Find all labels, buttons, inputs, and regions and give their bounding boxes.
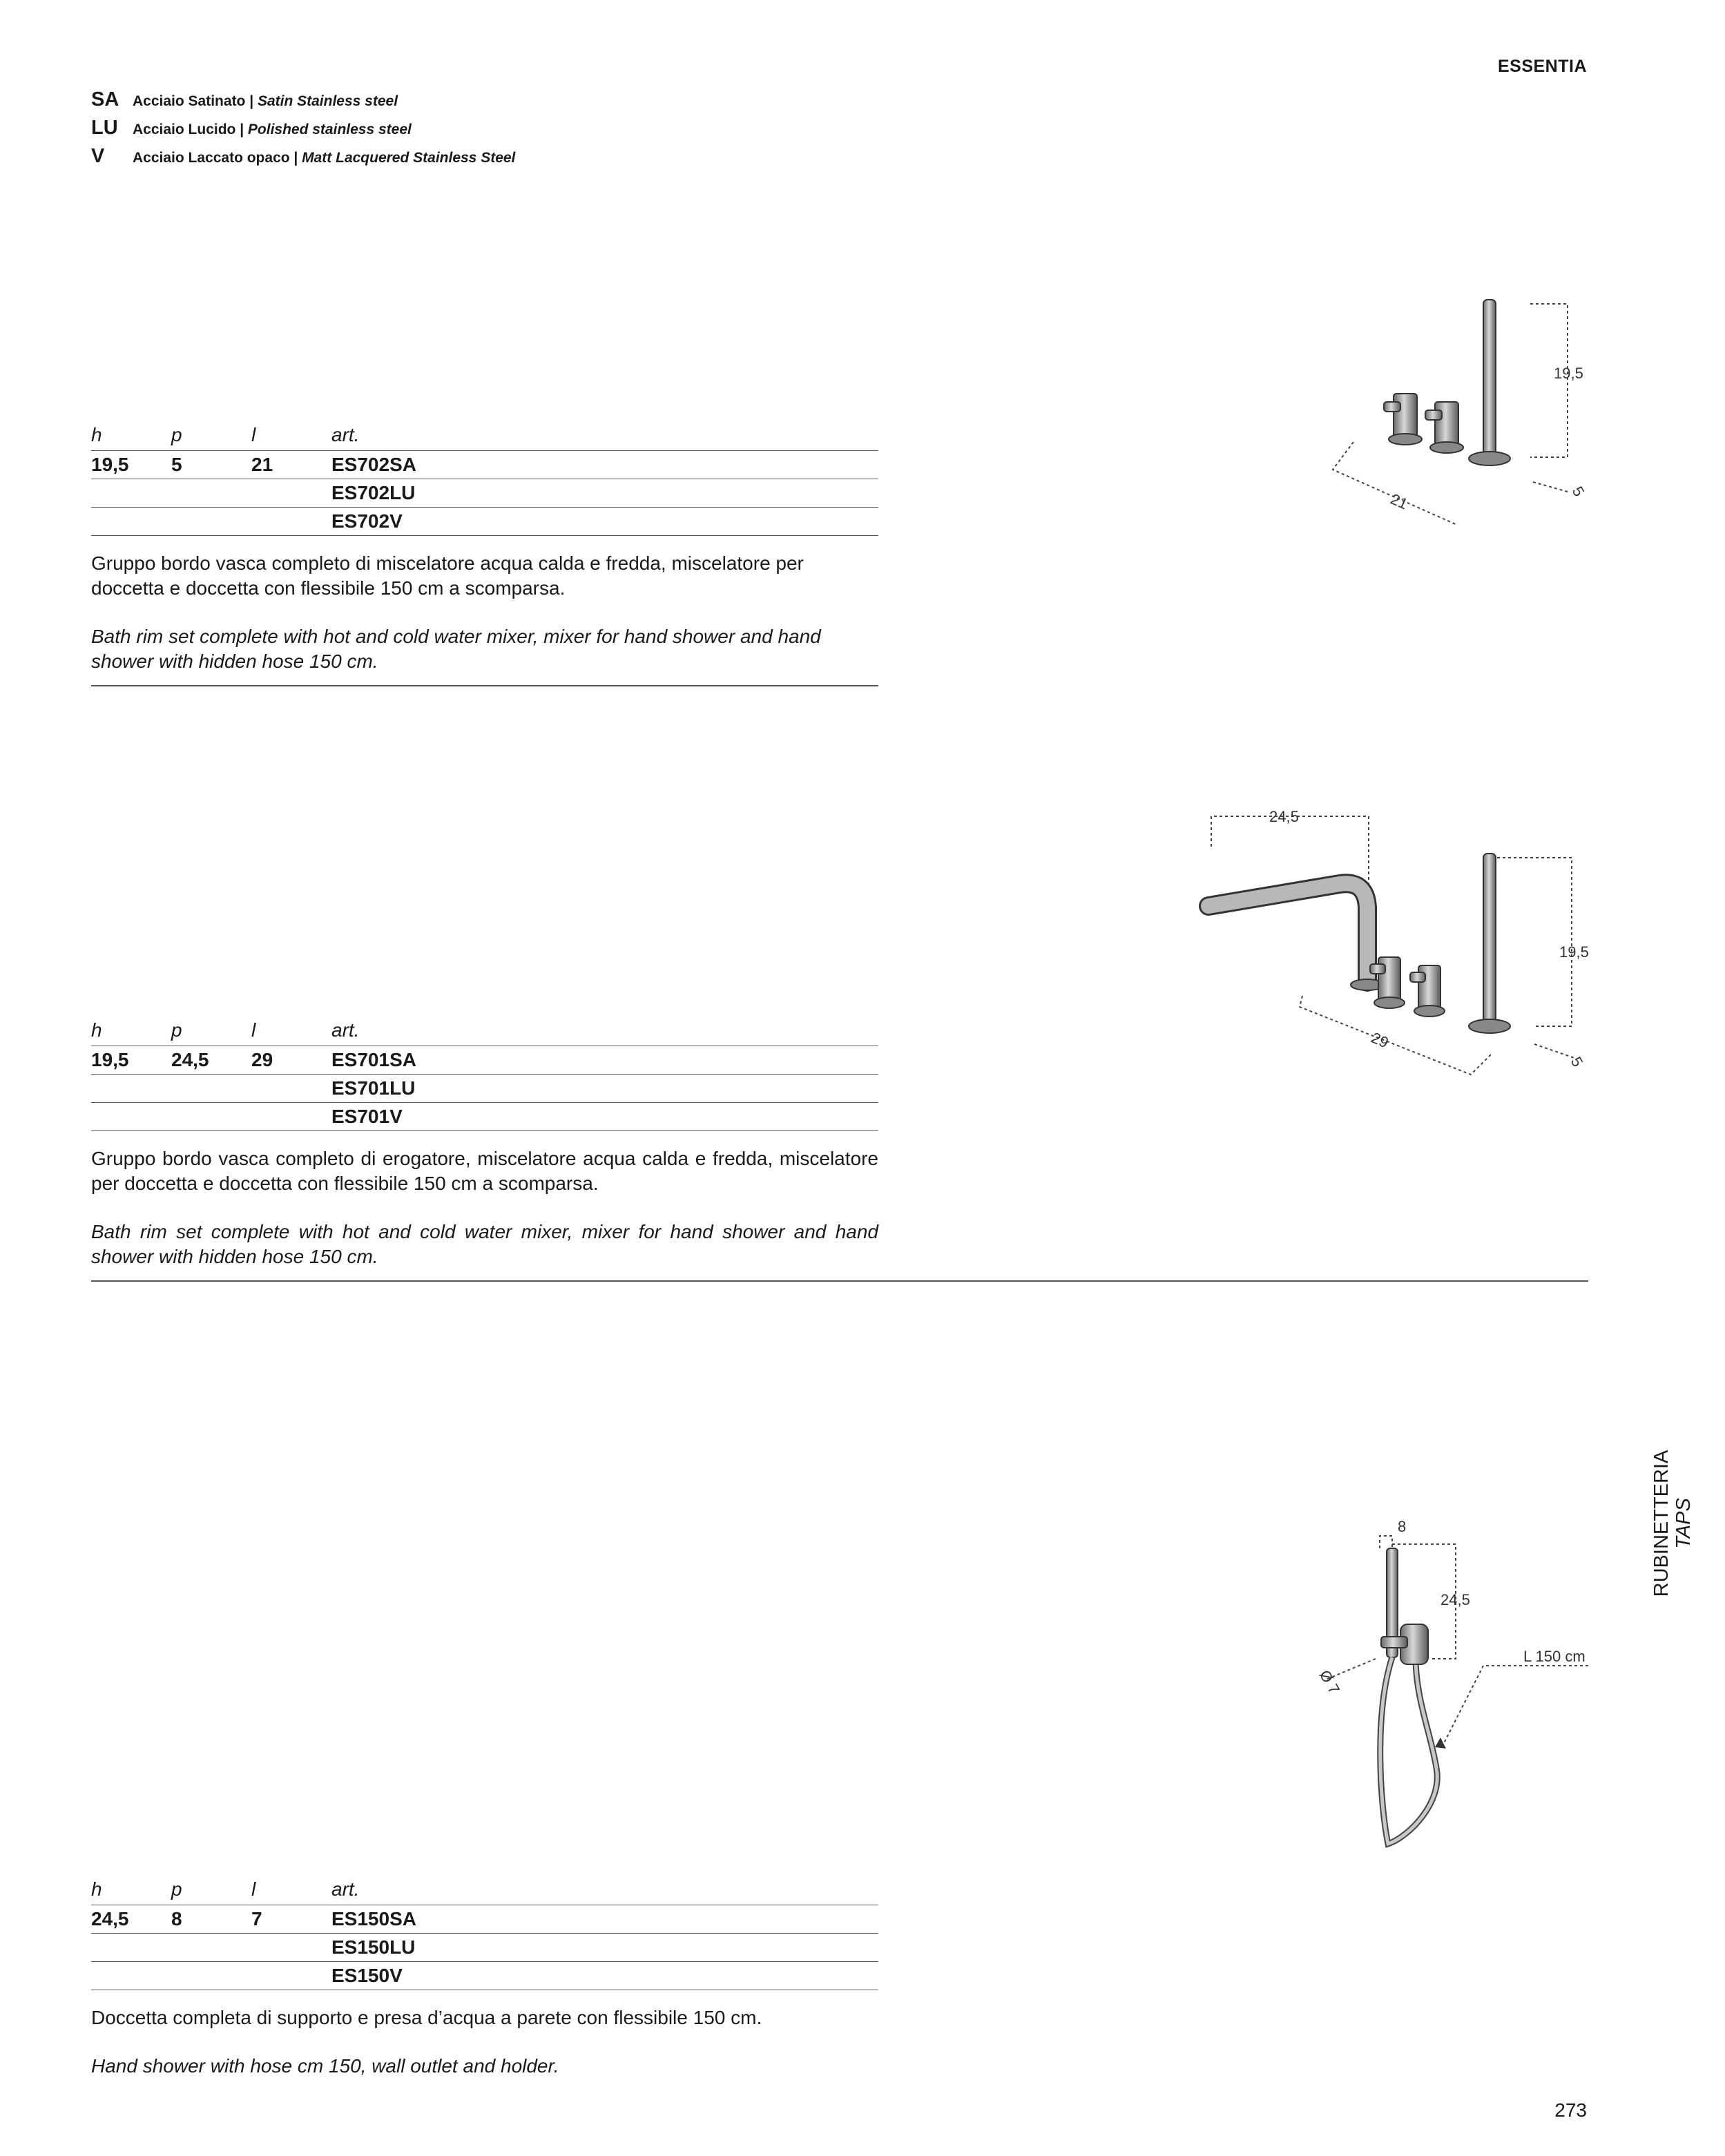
- legend-code: V: [91, 145, 105, 167]
- table-row: [91, 1103, 878, 1131]
- table-row: [91, 479, 878, 508]
- spec-table: [91, 1877, 878, 1990]
- article-code: ES702LU: [331, 479, 878, 508]
- dimension-hose: L 150 cm: [1523, 1648, 1586, 1665]
- article-code: ES150LU: [331, 1934, 878, 1962]
- dimension-diameter: Ø 7: [1316, 1667, 1344, 1697]
- shower-hose: [1380, 1657, 1438, 1844]
- mixer-left: [1384, 394, 1422, 445]
- dimension-width: 24,5: [1269, 808, 1299, 825]
- table-row: [91, 1934, 878, 1962]
- col-art: art.: [331, 423, 878, 451]
- col-art: art.: [331, 1877, 878, 1905]
- table-row: [91, 1075, 878, 1103]
- table-row: [91, 1046, 878, 1075]
- table-row: [91, 451, 878, 479]
- dimension-depth: 5: [1567, 1054, 1587, 1070]
- col-p: p: [171, 1877, 251, 1905]
- col-l: l: [251, 423, 331, 451]
- col-h: h: [91, 1877, 171, 1905]
- table-row: [91, 508, 878, 536]
- description-en: Bath rim set complete with hot and cold water mixer, mixer for hand shower and hand shower with hidden hose 150 cm.: [91, 626, 821, 672]
- article-code: ES702V: [331, 508, 878, 536]
- article-code: ES150SA: [331, 1905, 878, 1934]
- hose-arrow-icon: [1435, 1738, 1446, 1749]
- side-label-it: RUBINETTERIA: [1650, 1450, 1673, 1597]
- mixer-right: [1410, 965, 1445, 1017]
- product-es702: [91, 423, 878, 674]
- dimension-length: 21: [1387, 490, 1411, 513]
- legend-row-v: [91, 145, 515, 173]
- col-p: p: [171, 423, 251, 451]
- value-h: 19,5: [91, 1046, 171, 1075]
- table-row: [91, 1905, 878, 1934]
- dimension-depth: 5: [1568, 483, 1588, 500]
- description-it: Doccetta completa di supporto e presa d’acqua a parete con flessibile 150 cm.: [91, 2007, 762, 2028]
- description-en: Hand shower with hose cm 150, wall outlet and holder.: [91, 2055, 559, 2077]
- col-h: h: [91, 1018, 171, 1046]
- divider: [91, 685, 878, 686]
- brand-title: ESSENTIA: [1497, 57, 1587, 76]
- product-drawing-es150: [1298, 1505, 1602, 1878]
- legend-code: LU: [91, 117, 118, 139]
- product-es701: [91, 1018, 878, 1269]
- value-p: 5: [171, 451, 251, 479]
- col-art: art.: [331, 1018, 878, 1046]
- article-code: ES150V: [331, 1962, 878, 1990]
- article-code: ES701V: [331, 1103, 878, 1131]
- value-p: 24,5: [171, 1046, 251, 1075]
- col-l: l: [251, 1877, 331, 1905]
- spec-table: [91, 1018, 878, 1131]
- hand-shower: [1469, 300, 1510, 465]
- dimension-height: 19,5: [1559, 943, 1589, 961]
- value-l: 21: [251, 451, 331, 479]
- spec-table: [91, 423, 878, 536]
- dimension-height: 19,5: [1554, 365, 1583, 382]
- description-en: Bath rim set complete with hot and cold water mixer, mixer for hand shower and hand shower with hidden hose 150 cm.: [91, 1221, 878, 1267]
- description-it: Gruppo bordo vasca completo di erogatore, miscelatore acqua calda e fredda, miscelatore per doccetta e doccetta con flessibile 150 cm a scomparsa.: [91, 1148, 878, 1194]
- mixer-right: [1425, 402, 1463, 453]
- page-number: 273: [1554, 2099, 1587, 2121]
- col-p: p: [171, 1018, 251, 1046]
- legend-label: Acciaio Lucido | Polished stainless steel: [133, 122, 412, 137]
- col-l: l: [251, 1018, 331, 1046]
- table-row: [91, 1962, 878, 1990]
- side-label-en: TAPS: [1673, 1498, 1695, 1549]
- value-l: 7: [251, 1905, 331, 1934]
- finish-legend: [91, 88, 515, 173]
- article-code: ES702SA: [331, 451, 878, 479]
- col-h: h: [91, 423, 171, 451]
- product-drawing-es702: [1312, 283, 1616, 532]
- hand-shower: [1469, 854, 1510, 1033]
- value-h: 19,5: [91, 451, 171, 479]
- description-it: Gruppo bordo vasca completo di miscelatore acqua calda e fredda, miscelatore per doccetta e doccetta con flessibile 150 cm a scomparsa.: [91, 552, 804, 599]
- product-es150: [91, 1877, 878, 2079]
- product-drawing-es701: [1188, 801, 1602, 1091]
- dimension-top: 8: [1398, 1518, 1407, 1535]
- legend-row-sa: [91, 88, 515, 117]
- article-code: ES701LU: [331, 1075, 878, 1103]
- value-h: 24,5: [91, 1905, 171, 1934]
- article-code: ES701SA: [331, 1046, 878, 1075]
- section-divider: [91, 1280, 1588, 1282]
- legend-label: Acciaio Satinato | Satin Stainless steel: [133, 93, 398, 109]
- legend-label: Acciaio Laccato opaco | Matt Lacquered Stainless Steel: [133, 150, 516, 166]
- bath-spout: [1208, 883, 1384, 990]
- value-l: 29: [251, 1046, 331, 1075]
- section-side-label: [1638, 1447, 1707, 1599]
- legend-code: SA: [91, 88, 119, 110]
- dimension-length: 29: [1368, 1028, 1391, 1052]
- value-p: 8: [171, 1905, 251, 1934]
- legend-row-lu: [91, 117, 515, 145]
- dimension-height: 24,5: [1440, 1591, 1470, 1608]
